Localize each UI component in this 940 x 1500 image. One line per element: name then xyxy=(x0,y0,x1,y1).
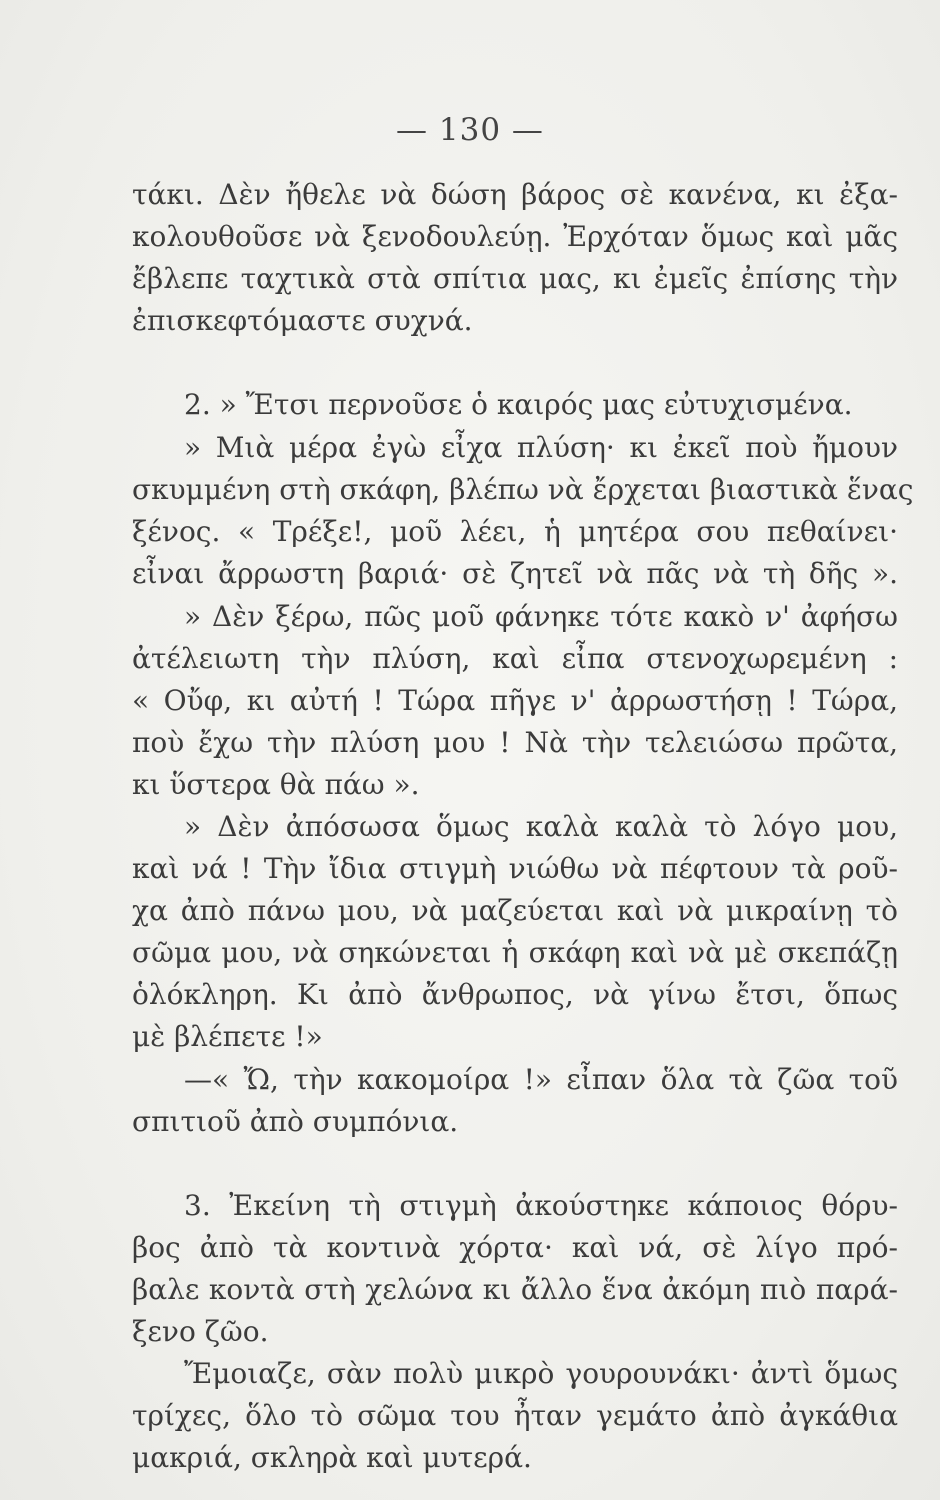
text-line: κολουθοῦσε νὰ ξενοδουλεύῃ. Ἐρχόταν ὅμως καὶ μᾶς xyxy=(132,220,898,253)
text-line: ἐπισκεφτόμαστε συχνά. xyxy=(132,304,473,337)
text-line: μακριά, σκληρὰ καὶ μυτερά. xyxy=(132,1441,532,1474)
text-line: σῶμα μου, νὰ σηκώνεται ἡ σκάφη καὶ νὰ μὲ σκεπάζῃ xyxy=(132,936,898,969)
text-line: ὁλόκληρη. Κι ἀπὸ ἄνθρωπος, νὰ γίνω ἔτσι, ὅπως xyxy=(132,978,898,1011)
text-line: τάκι. Δὲν ἤθελε νὰ δώση βάρος σὲ κανένα, κι ἐξα- xyxy=(132,178,898,211)
text-line: ἔβλεπε ταχτικὰ στὰ σπίτια μας, κι ἐμεῖς ἐπίσης τὴν xyxy=(132,262,898,295)
text-line: » Δὲν ἀπόσωσα ὅμως καλὰ καλὰ τὸ λόγο μου, xyxy=(184,810,898,843)
page-number: — 130 — xyxy=(396,112,544,148)
text-line: χα ἀπὸ πάνω μου, νὰ μαζεύεται καὶ νὰ μικραίνῃ τὸ xyxy=(132,894,898,927)
text-line: καὶ νά ! Τὴν ἴδια στιγμὴ νιώθω νὰ πέφτουν τὰ ροῦ- xyxy=(132,852,898,885)
text-line: « Οὔφ, κι αὐτή ! Τώρα πῆγε ν' ἀρρωστήσῃ ! Τώρα, xyxy=(132,684,898,717)
text-line: σκυμμένη στὴ σκάφη, βλέπω νὰ ἔρχεται βιαστικὰ ἕνας xyxy=(132,473,914,506)
text-line: βος ἀπὸ τὰ κοντινὰ χόρτα· καὶ νά, σὲ λίγο πρό- xyxy=(132,1231,898,1264)
text-line: 2. » Ἔτσι περνοῦσε ὁ καιρός μας εὐτυχισμένα. xyxy=(184,388,853,421)
text-line: Ἔμοιαζε, σὰν πολὺ μικρὸ γουρουνάκι· ἀντὶ ὅμως xyxy=(184,1357,898,1390)
text-line: —« Ὤ, τὴν κακομοίρα !» εἶπαν ὅλα τὰ ζῶα τοῦ xyxy=(184,1063,898,1096)
text-line: ἀτέλειωτη τὴν πλύση, καὶ εἶπα στενοχωρεμένη : xyxy=(132,642,898,675)
text-line: » Δὲν ξέρω, πῶς μοῦ φάνηκε τότε κακὸ ν' ἀφήσω xyxy=(184,600,898,633)
text-line: μὲ βλέπετε !» xyxy=(132,1020,323,1053)
text-line: ποὺ ἔχω τὴν πλύση μου ! Νὰ τὴν τελειώσω πρῶτα, xyxy=(132,726,898,759)
text-line: τρίχες, ὅλο τὸ σῶμα του ἦταν γεμάτο ἀπὸ ἀγκάθια xyxy=(132,1399,898,1432)
text-line: βαλε κοντὰ στὴ χελώνα κι ἄλλο ἕνα ἀκόμη πιὸ παρά- xyxy=(132,1273,898,1306)
text-line: σπιτιοῦ ἀπὸ συμπόνια. xyxy=(132,1105,459,1138)
text-line: κι ὕστερα θὰ πάω ». xyxy=(132,768,420,801)
text-line: » Μιὰ μέρα ἐγὼ εἶχα πλύση· κι ἐκεῖ ποὺ ἤμουν xyxy=(184,431,898,464)
text-line: ξένος. « Τρέξε!, μοῦ λέει, ἡ μητέρα σου πεθαίνει· xyxy=(132,515,898,548)
text-line: εἶναι ἄρρωστη βαριά· σὲ ζητεῖ νὰ πᾶς νὰ τὴ δῆς ». xyxy=(132,557,898,590)
text-line: ξενο ζῶο. xyxy=(132,1315,269,1348)
text-line: 3. Ἐκείνη τὴ στιγμὴ ἀκούστηκε κάποιος θόρυ- xyxy=(184,1189,898,1222)
